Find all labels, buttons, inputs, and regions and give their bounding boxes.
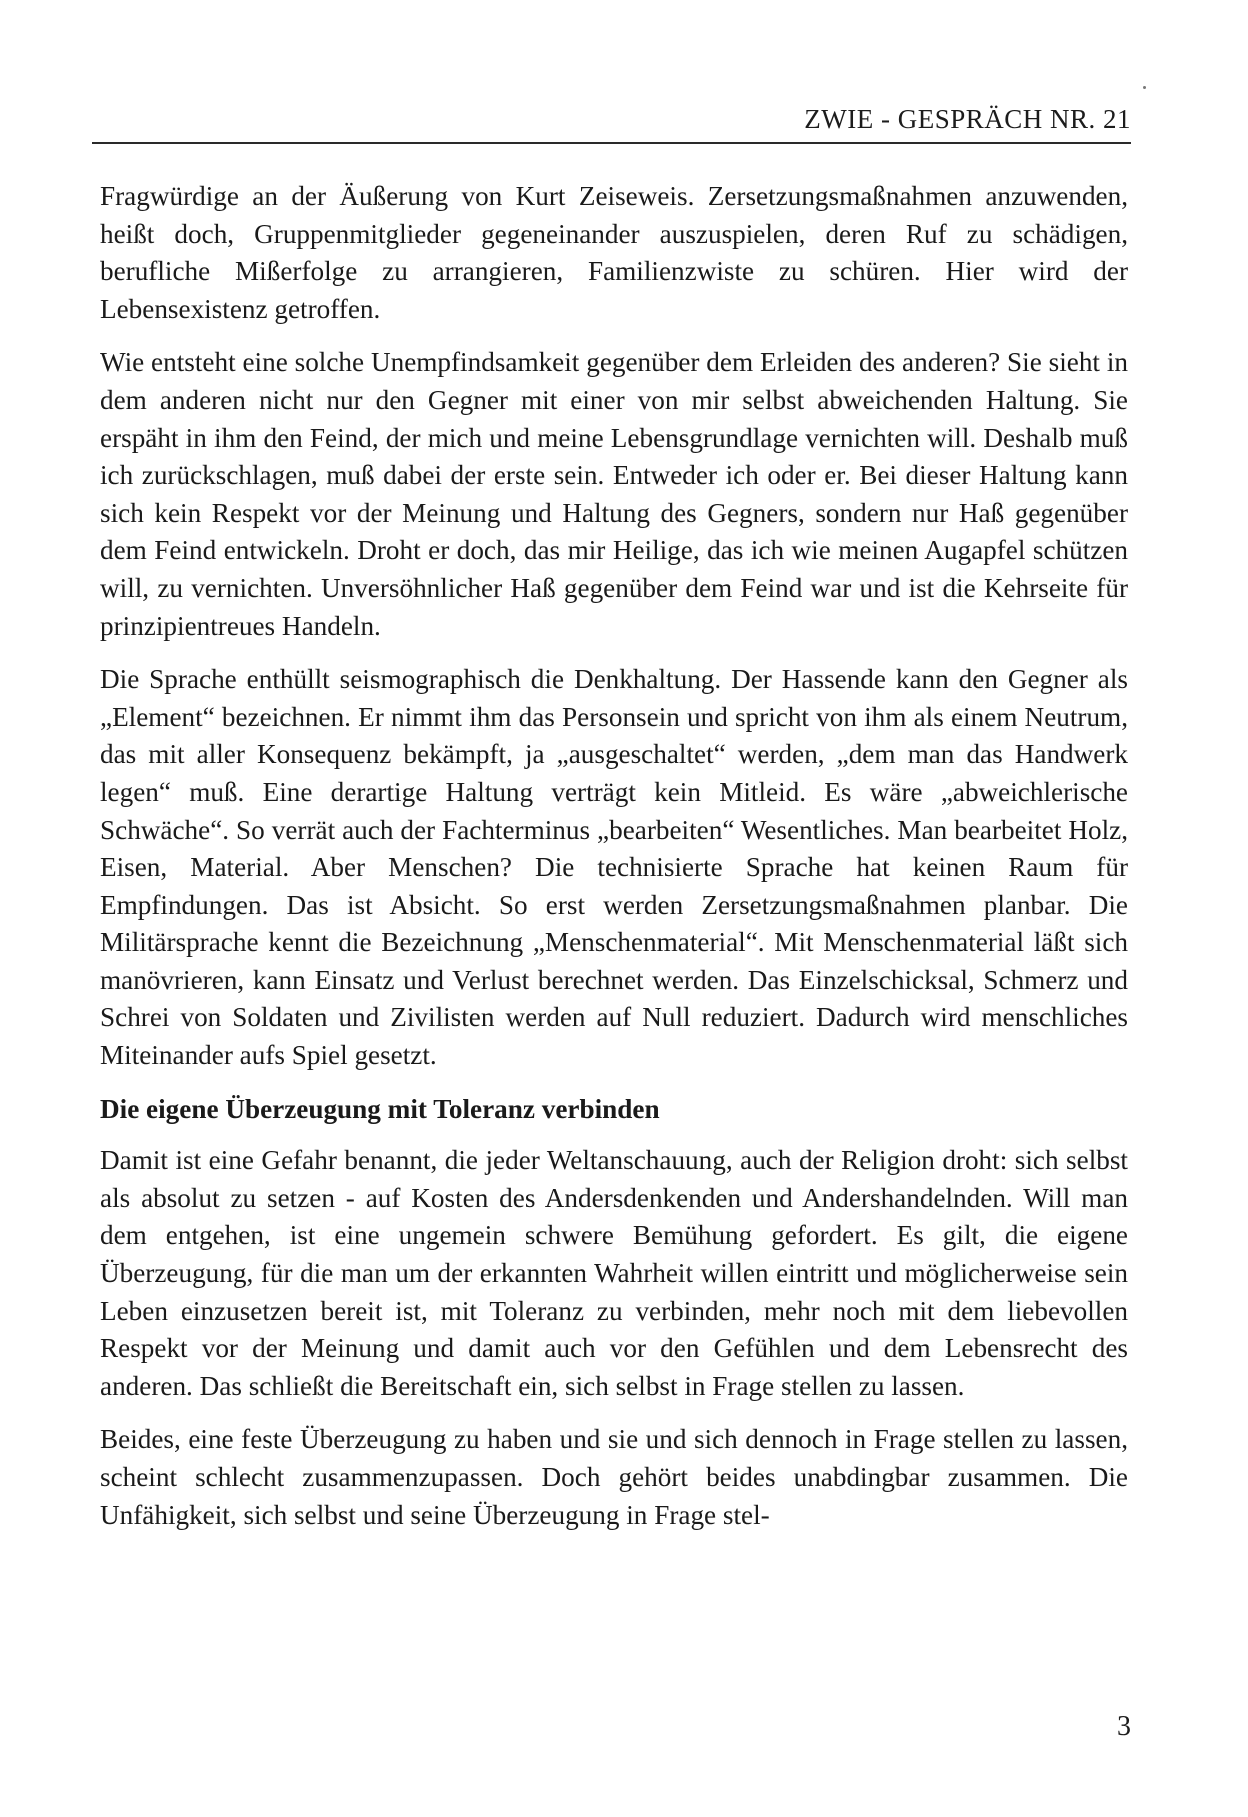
- paragraph: Fragwürdige an der Äußerung von Kurt Zeiseweis. Zersetzungsmaßnahmen anzuwenden, heißt doch, Gruppenmitglieder gegeneinander auszuspielen, deren Ruf zu schädigen, berufliche Mißerfolge zu arrangieren, Familienzwiste zu schüren. Hier wird der Lebensexistenz getroffen.: [100, 181, 1128, 324]
- running-header: ZWIE - GESPRÄCH NR. 21: [804, 104, 1131, 134]
- header-rule: [92, 142, 1131, 144]
- paragraph: Damit ist eine Gefahr benannt, die jeder Weltanschauung, auch der Religion droht: sich selbst als absolut zu setzen - auf Kosten des Andersdenkenden und Andershandelnden. Will man dem entgehen, ist eine ungemein schwere Bemühung gefordert. Es gilt, die eigene Überzeugung, für die man um der erkannten Wahrheit willen eintritt und möglicherweise sein Leben einzusetzen bereit ist, mit Toleranz zu verbinden, mehr noch mit dem liebevollen Respekt vor der Meinung und damit auch vor den Gefühlen und dem Lebensrecht des anderen. Das schließt die Bereitschaft ein, sich selbst in Frage stellen zu lassen.: [100, 1145, 1128, 1401]
- scan-speck: [1143, 86, 1146, 89]
- page-number: 3: [1117, 1711, 1131, 1742]
- paragraph: Wie entsteht eine solche Unempfindsamkeit gegenüber dem Erleiden des anderen? Sie sieht in dem anderen nicht nur den Gegner mit einer von mir selbst abweichenden Haltung. Sie erspäht in ihm den Feind, der mich und meine Lebensgrundlage vernichten will. Deshalb muß ich zurückschlagen, muß dabei der erste sein. Entweder ich oder er. Bei dieser Haltung kann sich kein Respekt vor der Meinung und Haltung des Gegners, sondern nur Haß gegenüber dem Feind entwickeln. Droht er doch, das mir Heilige, das ich wie meinen Augapfel schützen will, zu vernichten. Unversöhnlicher Haß gegenüber dem Feind war und ist die Kehrseite für prinzipientreues Handeln.: [100, 347, 1128, 641]
- paragraph: Beides, eine feste Überzeugung zu haben und sie und sich dennoch in Frage stellen zu lassen, scheint schlecht zusammenzupassen. Doch gehört beides unabdingbar zusammen. Die Unfähigkeit, sich selbst und seine Überzeugung in Frage stel-: [100, 1424, 1128, 1530]
- body-text: [100, 178, 1128, 1550]
- paragraph: Die Sprache enthüllt seismographisch die Denkhaltung. Der Hassende kann den Gegner als „Element“ bezeichnen. Er nimmt ihm das Personsein und spricht von ihm als einem Neutrum, das mit aller Konsequenz bekämpft, ja „ausgeschaltet“ werden, „dem man das Handwerk legen“ muß. Eine derartige Haltung verträgt kein Mitleid. Es wäre „abweichlerische Schwäche“. So verrät auch der Fachterminus „bearbeiten“ Wesentliches. Man bearbeitet Holz, Eisen, Material. Aber Menschen? Die technisierte Sprache hat keinen Raum für Empfindungen. Das ist Absicht. So erst werden Zersetzungsmaßnahmen planbar. Die Militärsprache kennt die Bezeichnung „Menschenmaterial“. Mit Menschenmaterial läßt sich manövrieren, kann Einsatz und Verlust berechnet werden. Das Einzelschicksal, Schmerz und Schrei von Soldaten und Zivilisten werden auf Null reduziert. Dadurch wird menschliches Miteinander aufs Spiel gesetzt.: [100, 664, 1128, 1071]
- section-heading: Die eigene Überzeugung mit Toleranz verbinden: [100, 1093, 660, 1124]
